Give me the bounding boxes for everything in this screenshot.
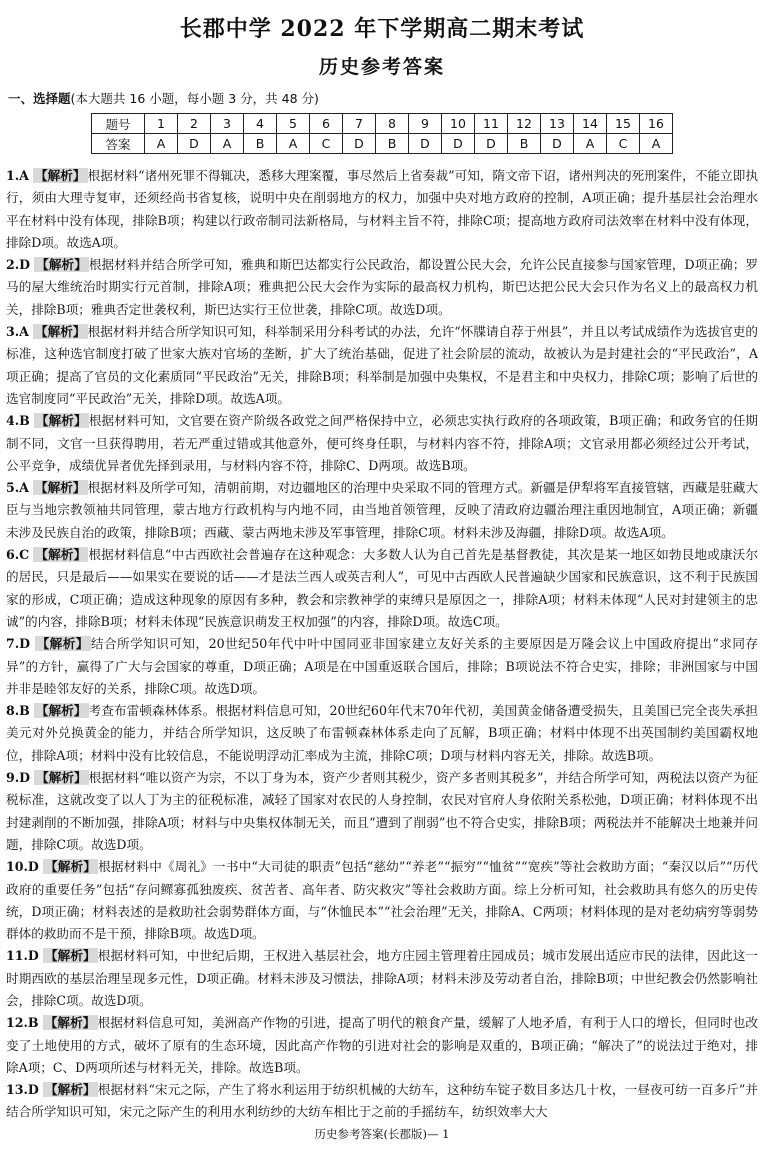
analysis-tag: 【解析】 — [44, 1015, 96, 1031]
question-number-cell: 6 — [310, 114, 343, 134]
question-number-cell: 5 — [277, 114, 310, 134]
explanation-text: 根据材料信息可知，美洲高产作物的引进，提高了明代的粮食产量，缓解了人地矛盾，有利于人口的增长，但同时也改变了土地使用的方式，破坏了原有的生态环境，因此高产作物的引进对社会的影响是双重的，B项正确；“解决了”的说法过于绝对，排除A项；C、D两项所述与材料无关，排除。故选B项。 — [6, 1015, 759, 1075]
question-answer-label: 6.C — [6, 547, 30, 563]
explanation-text: 根据材料并结合所学知识可知，科举制采用分科考试的办法，允许“怀牒请自荐于州县”，并且以考试成绩作为选拔官吏的标准，这种选官制度打破了世家大族对官场的垄断，扩大了统治基础，促进了社会阶层的流动，故被认为是封建社会的“平民政治”，A项正确；提高了官员的文化素质同“平民政治”无关，排除B项；科举制是加强中央集权，不是君主和中央权力，排除C项；影响了后世的选官制度同“平民政治”无关，排除D项。故选A项。 — [6, 324, 758, 406]
question-answer-label: 11.D — [6, 948, 39, 964]
analysis-tag: 【解析】 — [44, 1082, 96, 1098]
explanation-text: 根据材料可知，文官要在资产阶级各政党之间严格保持中立，必须忠实执行政府的各项政策，B项正确；和政务官的任期制不同，文官一旦获得聘用，若无严重过错或其他意外，便可终身任职，与材料内容不符，排除A项；文官录用都必须经过公开考试，公平竞争，成绩优异者优先择到录用，与材料内容不符，排除C、D两项。故选B项。 — [6, 413, 758, 473]
explanation-text: 结合所学知识可知，20世纪50年代中叶中国同亚非国家建立友好关系的主要原因是万隆会议上中国政府提出“求同存异”的方针，赢得了广大与会国家的尊重，D项正确；A项是在中国重返联合国后，排除；B项说法不符合史实，排除；非洲国家与中国并非是睦邻友好的关系，排除C项。故选D项。 — [6, 636, 758, 696]
answer-cell: A — [211, 134, 244, 154]
question-answer-label: 12.B — [6, 1015, 39, 1031]
answer-cell: B — [244, 134, 277, 154]
analysis-tag: 【解析】 — [34, 324, 86, 340]
answer-table-answer-row — [92, 134, 673, 154]
explanation-text: 根据材料“宋元之际，产生了将水利运用于纺织机械的大纺车，这种纺车锭子数目多达几十枚，一昼夜可纺一百多斤”并结合所学知识可知，宋元之际产生的利用水利纺纱的大纺车相比于之前的手摇纺车，纺织效率大大 — [6, 1082, 758, 1120]
answer-table — [91, 113, 673, 154]
analysis-tag: 【解析】 — [35, 547, 87, 563]
answer-cell: A — [145, 134, 178, 154]
explanation-text: 根据材料“诸州死罪不得辄决，悉移大理案覆，事尽然后上省奏裁”可知，隋文帝下诏，诸州判决的死刑案件，不能立即执行，须由大理寺复审，还须经尚书省复核，说明中央在削弱地方的权力，加强中央对地方政府的控制，A项正确；提升基层社会治理水平在材料中没有体现，排除B项；构建以行政帝制司法新格局，与材料主旨不符，排除C项；提高地方政府司法效率在材料中没有体现，排除D项。故选A项。 — [6, 168, 758, 250]
answer-row-label: 答案 — [92, 134, 145, 154]
page-title: 长郡中学 2022 年下学期高二期末考试 — [179, 16, 585, 42]
answer-cell: A — [277, 134, 310, 154]
question-number-cell: 7 — [343, 114, 376, 134]
question-number-cell: 16 — [640, 114, 673, 134]
question-number-cell: 10 — [442, 114, 475, 134]
answer-cell: B — [376, 134, 409, 154]
explanation-item — [6, 700, 758, 767]
answer-cell: D — [409, 134, 442, 154]
answer-cell: D — [541, 134, 574, 154]
question-answer-label: 1.A — [6, 168, 29, 183]
question-answer-label: 2.D — [6, 257, 31, 273]
answer-cell: D — [178, 134, 211, 154]
section-title: 一、选择题 — [8, 91, 71, 106]
analysis-tag: 【解析】 — [36, 636, 89, 652]
question-number-cell: 4 — [244, 114, 277, 134]
explanation-item — [6, 165, 758, 254]
analysis-tag: 【解析】 — [44, 948, 96, 964]
question-answer-label: 7.D — [6, 636, 31, 652]
analysis-tag: 【解析】 — [34, 480, 86, 496]
question-answer-label: 5.A — [6, 480, 29, 496]
question-answer-label: 3.A — [6, 324, 29, 340]
question-number-cell: 9 — [409, 114, 442, 134]
question-number-cell: 3 — [211, 114, 244, 134]
answer-cell: C — [607, 134, 640, 154]
analysis-tag: 【解析】 — [35, 703, 87, 719]
analysis-tag: 【解析】 — [34, 168, 86, 183]
answer-cell: D — [343, 134, 376, 154]
question-number-cell: 15 — [607, 114, 640, 134]
explanation-text: 根据材料可知，中世纪后期，王权进入基层社会，地方庄园主管理着庄园成员；城市发展出适应市民的法律，因此这一时期西欧的基层治理呈现多元性，D项正确。材料未涉及习惯法，排除A项；材料未涉及劳动者自治，排除B项；中世纪教会仍然影响社会，排除C项。故选D项。 — [6, 948, 758, 1008]
answer-cell: D — [475, 134, 508, 154]
question-answer-label: 10.D — [6, 859, 39, 875]
section-note: (本大题共 16 小题，每小题 3 分，共 48 分) — [70, 91, 319, 106]
analysis-tag: 【解析】 — [35, 413, 87, 429]
explanation-item — [6, 856, 758, 945]
question-answer-label: 9.D — [6, 770, 31, 786]
explanation-item — [6, 254, 758, 321]
answer-explanations — [6, 165, 758, 1124]
page-subtitle: 历史参考答案 — [318, 56, 445, 78]
explanation-item — [6, 1079, 758, 1124]
explanation-item — [6, 477, 758, 544]
question-answer-label: 13.D — [6, 1082, 39, 1098]
explanation-text: 根据材料信息“中古西欧社会普遍存在这种观念：大多数人认为自己首先是基督教徒，其次是某一地区如勃艮地或康沃尔的居民，只是最后——如果实在要说的话——才是法兰西人或英吉利人”，可见中古西欧人民普遍缺少国家和民族意识，这不利于民族国家的形成，C项正确；造成这种现象的原因有多种，教会和宗教神学的束缚只是原因之一，排除A项；材料未体现“人民对封建领主的忠诚”的内容，排除B项；材料未体现“民族意识萌发王权加强”的内容，排除D项。故选C项。 — [6, 547, 758, 629]
answer-cell: C — [310, 134, 343, 154]
number-row-label: 题号 — [92, 114, 145, 134]
question-number-cell: 2 — [178, 114, 211, 134]
page-footer: 历史参考答案(长郡版)— 1 — [314, 1127, 450, 1141]
explanation-item — [6, 410, 758, 477]
answer-cell: A — [574, 134, 607, 154]
section-heading — [8, 89, 319, 107]
question-number-cell: 8 — [376, 114, 409, 134]
explanation-text: 根据材料及所学可知，清朝前期，对边疆地区的治理中央采取不同的管理方式。新疆是伊犁将军直接管辖，西藏是驻藏大臣与当地宗教领袖共同管理，蒙古地方行政机构与内地不同，由当地首领管理，反映了清政府边疆治理注重因地制宜，A项正确；新疆未涉及民族自治的政策，排除B项；西藏、蒙古两地未涉及军事管理，排除C项。材料未涉及海疆，排除D项。故选A项。 — [6, 480, 758, 540]
question-number-cell: 11 — [475, 114, 508, 134]
analysis-tag: 【解析】 — [45, 859, 97, 875]
question-number-cell: 13 — [541, 114, 574, 134]
explanation-text: 根据材料中《周礼》一书中“大司徒的职责”包括“慈幼”“养老”“振穷”“恤贫”“宽疾”等社会救助方面；“秦汉以后”“历代政府的重要任务”包括“存问鳏寡孤独废疾、贫苦者、高年者、防灾救灾”等社会救助方面。综上分析可知，社会救助具有悠久的历史传统，D项正确；材料表述的是救助社会弱势群体方面，与“休恤民本”“社会治理”无关，排除A、C两项；材料体现的是对老幼病穷等弱势群体的救助而不是干预，排除B项。故选D项。 — [6, 859, 759, 942]
explanation-item — [6, 767, 758, 856]
explanation-item — [6, 945, 758, 1012]
explanation-item — [6, 633, 758, 700]
explanation-text: 考查布雷顿森林体系。根据材料信息可知，20世纪60年代末70年代初，美国黄金储备遭受损失，且美国已完全丧失承担美元对外兑换黄金的能力，并结合所学知识，这反映了布雷顿森林体系走向了瓦解，B项正确；材料中体现不出英国制约美国霸权地位，排除A项；材料中没有比较信息，不能说明浮动汇率成为主流，排除C项；D项与材料内容无关，排除。故选B项。 — [6, 703, 759, 763]
analysis-tag: 【解析】 — [36, 257, 87, 273]
explanation-item — [6, 1012, 758, 1079]
analysis-tag: 【解析】 — [36, 770, 87, 786]
answer-table-number-row — [92, 114, 673, 134]
question-number-cell: 1 — [145, 114, 178, 134]
answer-cell: A — [640, 134, 673, 154]
answer-cell: B — [508, 134, 541, 154]
question-answer-label: 4.B — [6, 413, 30, 429]
answer-cell: D — [442, 134, 475, 154]
explanation-item — [6, 321, 758, 410]
explanation-text: 根据材料“唯以资产为宗，不以丁身为本，资产少者则其税少，资产多者则其税多”，并结合所学可知，两税法以资产为征税标准，这就改变了以人丁为主的征税标准，减轻了国家对农民的人身控制，农民对官府人身依附关系松弛，D项正确；材料体现不出封建剥削的不断加强，排除A项；材料与中央集权体制无关，而且“遭到了削弱”也不符合史实，排除B项；两税法并不能解决土地兼并问题，排除C项。故选D项。 — [6, 770, 758, 852]
question-number-cell: 14 — [574, 114, 607, 134]
question-answer-label: 8.B — [6, 703, 30, 719]
explanation-item — [6, 544, 758, 633]
question-number-cell: 12 — [508, 114, 541, 134]
explanation-text: 根据材料并结合所学可知，雅典和斯巴达都实行公民政治，都设置公民大会，允许公民直接参与国家管理，D项正确；罗马的屋大维统治时期实行元首制，排除A项；雅典把公民大会作为实际的最高权力机构，斯巴达把公民大会只作为名义上的最高权力机关，排除B项；雅典否定世袭权利，斯巴达实行王位世袭，排除C项。故选D项。 — [6, 257, 758, 317]
